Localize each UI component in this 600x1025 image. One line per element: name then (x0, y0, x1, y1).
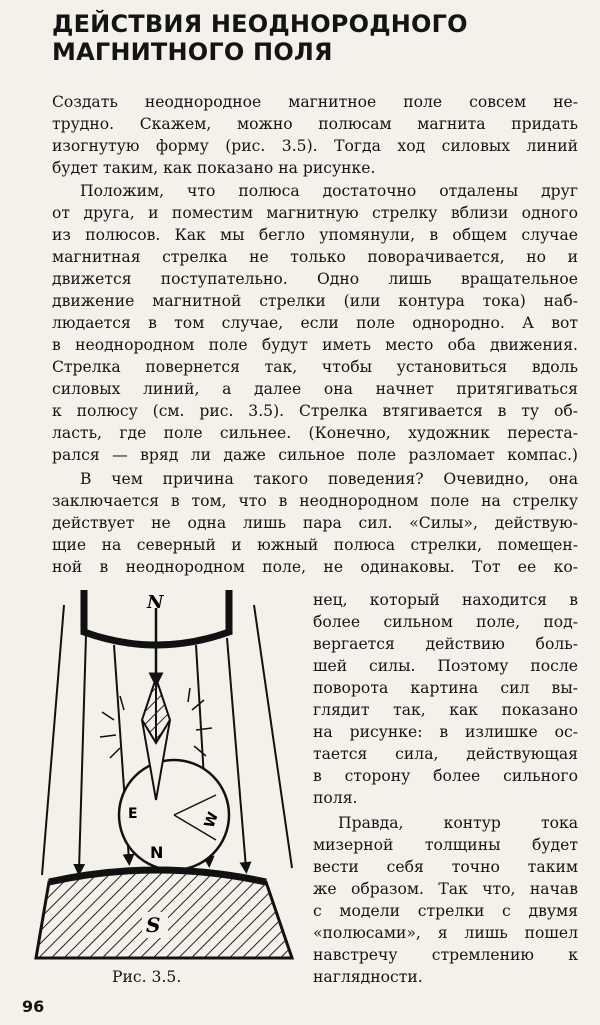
text-line: наглядности. (313, 968, 423, 986)
text-line: людается в том случае, если поле однородно. А вот (52, 314, 578, 332)
text-line: шей силы. Поэтому после (313, 657, 578, 675)
text-line: ласть, где поле сильнее. (Конечно, художник переста- (52, 424, 578, 442)
text-line: «полюсами», я лишь пошел (313, 924, 578, 942)
text-line: рался — вряд ли даже сильное поле разломает компас.) (52, 446, 578, 464)
text-line: ной в неоднородном поле, не одинаковы. Тот ее ко- (52, 558, 578, 576)
text-line: с модели стрелки с двумя (313, 902, 578, 920)
field-line (227, 638, 246, 868)
compass-label-w: W (201, 810, 222, 831)
text-line: заключается в том, что в неоднородном поле на стрелку (52, 492, 578, 510)
text-line: навстречу стремлению к (313, 946, 578, 964)
field-line (42, 605, 64, 875)
text-line: из полюсов. Как мы бегло упомянули, в общем случае (52, 226, 578, 244)
text-line: силовых линий, а далее она начнет притягиваться (52, 380, 578, 398)
field-line (254, 605, 292, 868)
text-line: тается сила, действующая (313, 745, 578, 763)
text-line: от друга, и поместим магнитную стрелку вблизи одного (52, 204, 578, 222)
text-line: движение магнитной стрелки (или контура тока) наб- (52, 292, 578, 310)
text-line: поворота картина сил вы- (313, 679, 578, 697)
text-line: действует не одна лишь пара сил. «Силы», действую- (52, 514, 578, 532)
figure-caption: Рис. 3.5. (112, 968, 182, 986)
text-line: будет таким, как показано на рисунке. (52, 159, 376, 177)
text-line: мизерной толщины будет (313, 836, 578, 854)
text-line: Правда, контур тока (338, 814, 578, 832)
field-line (79, 635, 86, 870)
text-line: на рисунке: в излишке ос- (313, 723, 578, 741)
compass-label-e: E (128, 806, 138, 822)
text-line: В чем причина такого поведения? Очевидно, она (80, 470, 578, 488)
text-line: изогнутую форму (рис. 3.5). Тогда ход силовых линий (52, 137, 578, 155)
text-line: движется поступательно. Одно лишь вращательное (52, 270, 578, 288)
text-line: же образом. Так что, начав (313, 880, 578, 898)
text-line: глядит так, как показано (313, 701, 578, 719)
chapter-heading: ДЕЙСТВИЯ НЕОДНОРОДНОГО МАГНИТНОГО ПОЛЯ (52, 10, 468, 66)
text-line: поля. (313, 789, 358, 807)
text-line: щие на северный и южный полюса стрелки, помещен- (52, 536, 578, 554)
compass-label-n: N (150, 843, 164, 862)
north-pole-label: N (147, 592, 164, 613)
text-line: Создать неоднородное магнитное поле совсем не- (52, 93, 578, 111)
text-line: вести себя точно таким (313, 858, 578, 876)
text-line: в сторону более сильного (313, 767, 578, 785)
text-line: более сильном поле, под- (313, 613, 578, 631)
text-line: вергается действию боль- (313, 635, 578, 653)
text-line: в неоднородном поле будут иметь место оба движения. (52, 336, 578, 354)
text-line: Стрелка повернется так, чтобы установиться вдоль (52, 358, 578, 376)
south-pole-label: S (146, 913, 161, 937)
text-line: магнитная стрелка не только поворачивается, но и (52, 248, 578, 266)
magnet-figure (24, 590, 309, 968)
text-line: к полюсу (см. рис. 3.5). Стрелка втягивается в ту об- (52, 402, 578, 420)
text-line: Положим, что полюса достаточно отдалены друг (80, 182, 578, 200)
page-number: 96 (22, 997, 45, 1016)
text-line: нец, который находится в (313, 591, 578, 609)
text-line: трудно. Скажем, можно полюсам магнита придать (52, 115, 578, 133)
